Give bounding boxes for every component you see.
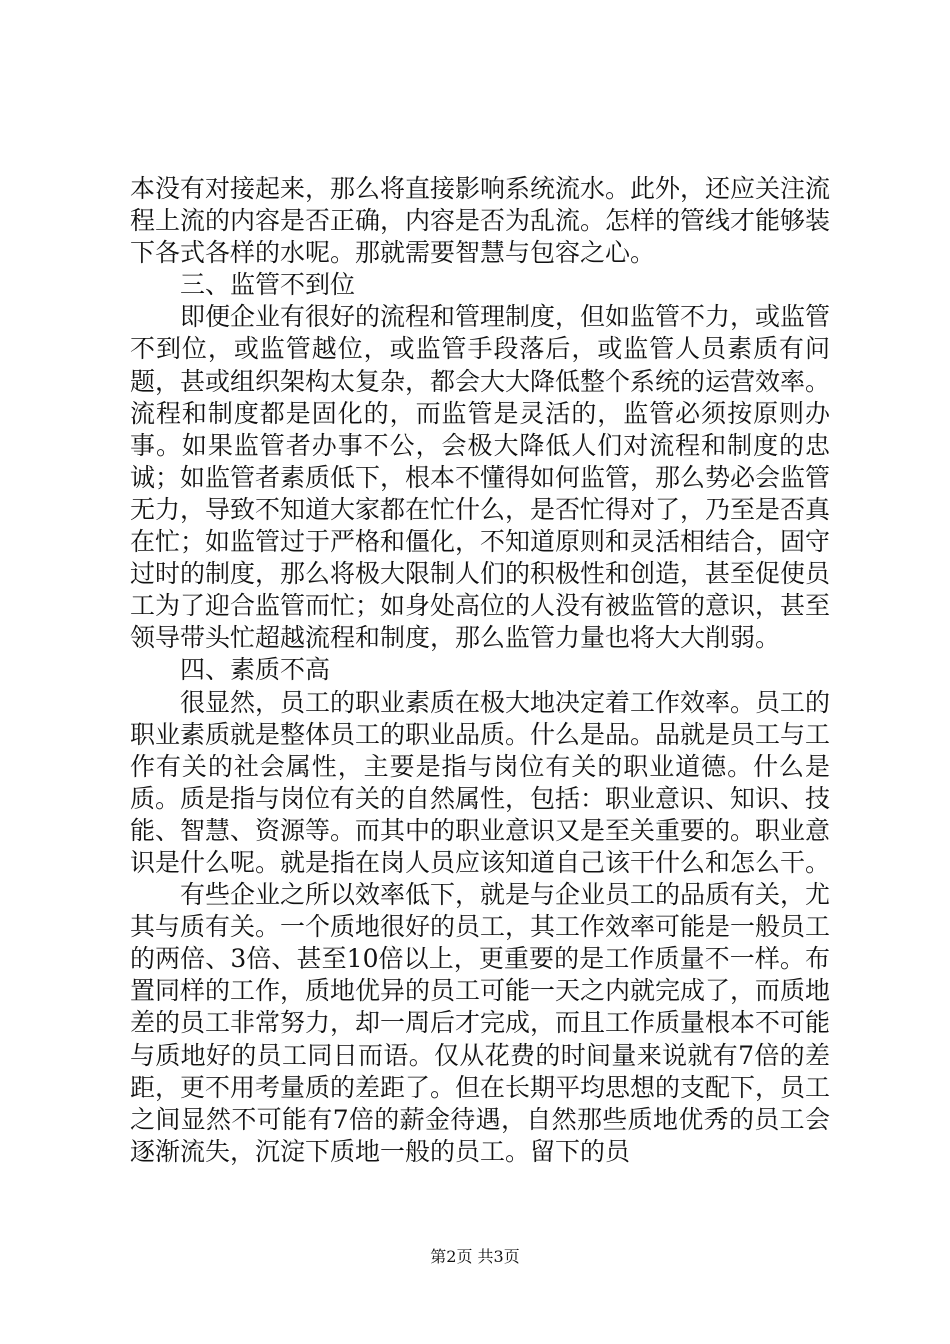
section-heading-3: 三、监管不到位 bbox=[180, 270, 356, 300]
section-heading-4: 四、素质不高 bbox=[180, 655, 331, 685]
paragraph-continued: 本没有对接起来，那么将直接影响系统流水。此外，还应关注流程上流的内容是否正确，内容是否为乱流。怎样的管线才能够装下各式各样的水呢。那就需要智慧与包容之心。 bbox=[130, 174, 831, 268]
page-footer: 第2页 共3页 bbox=[430, 1247, 520, 1266]
paragraph-supervision: 即便企业有很好的流程和管理制度，但如监管不力，或监管不到位，或监管越位，或监管手段落后，或监管人员素质有问题，甚或组织架构太复杂，都会大大降低整个系统的运营效率。流程和制度都是固化的，而监管是灵活的，监管必须按原则办事。如果监管者办事不公，会极大降低人们对流程和制度的忠诚；如监管者素质低下，根本不懂得如何监管，那么势必会监管无力，导致不知道大家都在忙什么，是否忙得对了，乃至是否真在忙；如监管过于严格和僵化，不知道原则和灵活相结合，固守过时的制度，那么将极大限制人们的积极性和创造，甚至促使员工为了迎合监管而忙；如身处高位的人没有被监管的意识，甚至领导带头忙超越流程和制度，那么监管力量也将大大削弱。 bbox=[130, 302, 831, 653]
document-body bbox=[130, 173, 830, 1168]
paragraph-quality: 很显然，员工的职业素质在极大地决定着工作效率。员工的职业素质就是整体员工的职业品质。什么是品。品就是员工与工作有关的社会属性，主要是指与岗位有关的职业道德。什么是质。质是指与岗位有关的自然属性，包括：职业意识、知识、技能、智慧、资源等。而其中的职业意识又是至关重要的。职业意识是什么呢。就是指在岗人员应该知道自己该干什么和怎么干。 bbox=[130, 687, 831, 877]
paragraph-efficiency: 有些企业之所以效率低下，就是与企业员工的品质有关，尤其与质有关。一个质地很好的员工，其工作效率可能是一般员工的两倍、3倍、甚至10倍以上，更重要的是工作质量不一样。布置同样的工作，质地优异的员工可能一天之内就完成了，而质地差的员工非常努力，却一周后才完成，而且工作质量根本不可能与质地好的员工同日而语。仅从花费的时间量来说就有7倍的差距，更不用考量质的差距了。但在长期平均思想的支配下，员工之间显然不可能有7倍的薪金待遇，自然那些质地优秀的员工会逐渐流失，沉淀下质地一般的员工。留下的员 bbox=[130, 880, 831, 1166]
